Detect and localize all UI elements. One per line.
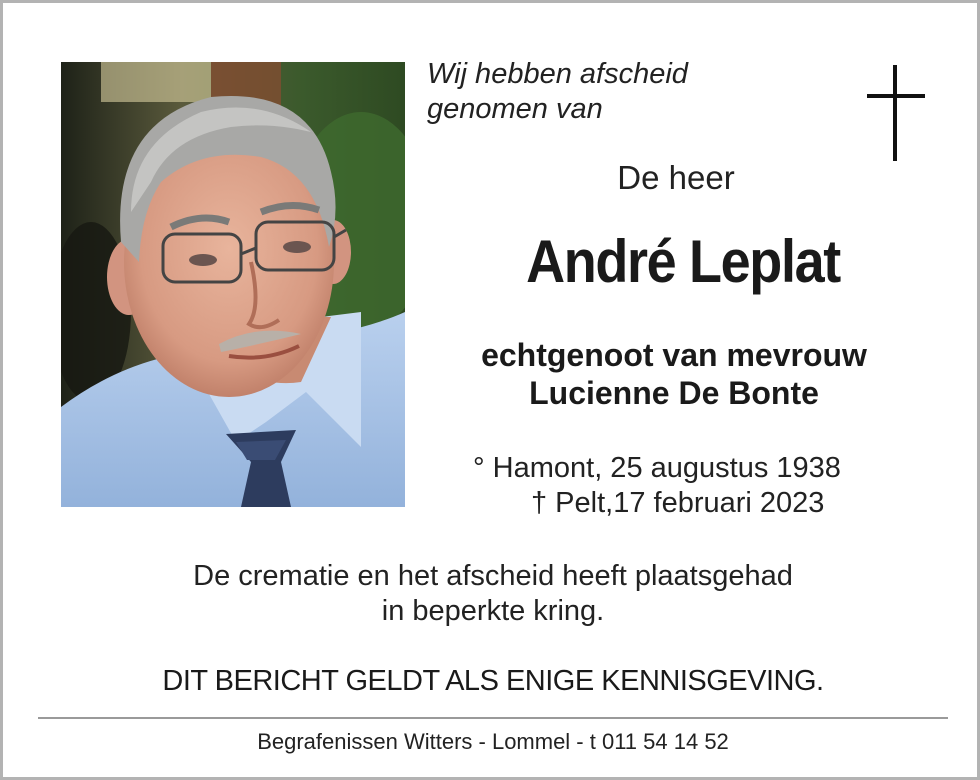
spouse-info	[433, 336, 915, 412]
death-date: † Pelt,17 februari 2023	[531, 487, 825, 519]
intro-line: Wij hebben afscheid	[427, 58, 688, 90]
intro-line: genomen van	[427, 93, 603, 125]
salutation: De heer	[617, 159, 735, 196]
ceremony-notice	[93, 559, 893, 629]
portrait-photo	[61, 62, 405, 507]
divider	[38, 717, 948, 719]
intro-text	[427, 57, 688, 127]
official-notice: DIT BERICHT GELDT ALS ENIGE KENNISGEVING.	[162, 665, 824, 697]
spouse-name: Lucienne De Bonte	[529, 375, 819, 411]
latin-cross-icon	[867, 65, 925, 161]
notice-line: De crematie en het afscheid heeft plaatsgehad	[193, 560, 793, 592]
birth-date: ° Hamont, 25 augustus 1938	[473, 452, 841, 484]
notice-line: in beperkte kring.	[381, 595, 605, 627]
funeral-home-footer: Begrafenissen Witters - Lommel - t 011 54 14 52	[257, 729, 729, 754]
spouse-line: echtgenoot van mevrouw	[481, 337, 867, 373]
deceased-name: André Leplat	[526, 228, 840, 295]
life-dates	[443, 451, 913, 521]
